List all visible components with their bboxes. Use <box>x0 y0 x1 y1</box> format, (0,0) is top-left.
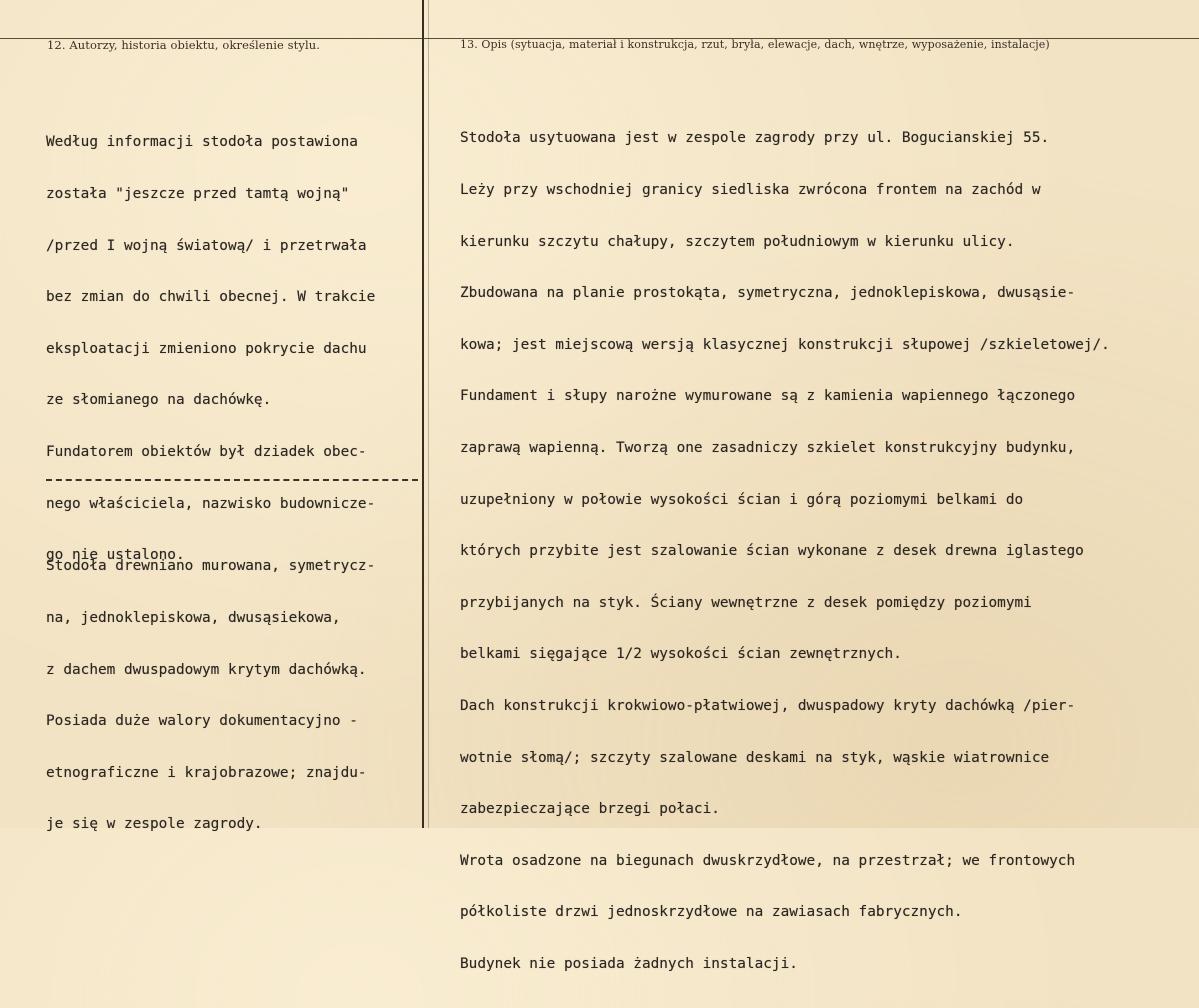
section-13-line: których przybite jest szalowanie ścian wykonane z desek drewna iglastego <box>460 543 1084 560</box>
summary-line: Stodoła drewniano murowana, symetrycz- <box>46 558 376 575</box>
section-13-line: Leży przy wschodniej granicy siedliska zwrócona frontem na zachód w <box>460 182 1041 198</box>
summary-line: je się w zespole zagrody. <box>46 816 263 833</box>
section-12-line: została "jeszcze przed tamtą wojną" <box>46 186 350 202</box>
section-13-line: półkoliste drzwi jednoskrzydłowe na zawiasach fabrycznych. <box>460 904 963 921</box>
summary-line: na, jednoklepiskowa, dwusąsiekowa, <box>46 610 341 626</box>
column-divider-secondary <box>428 0 429 828</box>
section-13-line: Zbudowana na planie prostokąta, symetryczna, jednoklepiskowa, dwusąsie- <box>460 285 1076 302</box>
section-13-line: Wrota osadzone na biegunach dwuskrzydłowe, na przestrzał; we frontowych <box>460 852 1076 869</box>
summary-line: etnograficzne i krajobrazowe; znajdu- <box>46 764 367 781</box>
section-12-line: Według informacji stodoła postawiona <box>46 134 358 151</box>
column-divider <box>422 0 424 828</box>
summary-text <box>46 524 375 868</box>
section-13-line: belkami sięgające 1/2 wysokości ścian zewnętrznych. <box>460 646 902 663</box>
section-13-line: kierunku szczytu chałupy, szczytem południowym w kierunku ulicy. <box>460 233 1015 250</box>
section-13-line: Budynek nie posiada żadnych instalacji. <box>460 955 798 972</box>
section-12-line: eksploatacji zmieniono pokrycie dachu <box>46 340 367 357</box>
section-12-header: 12. Autorzy, historia obiektu, określenie stylu. <box>47 38 321 52</box>
section-13-line: kowa; jest miejscową wersją klasycznej konstrukcji słupowej /szkieletowej/. <box>460 336 1110 353</box>
section-12-line: bez zmian do chwili obecnej. W trakcie <box>46 289 376 306</box>
section-13-line: Dach konstrukcji krokwiowo-płatwiowej, dwuspadowy kryty dachówką /pier- <box>460 697 1076 714</box>
section-12-line: go nie ustalono. <box>46 547 185 564</box>
section-12-line: ze słomianego na dachówkę. <box>46 392 272 409</box>
section-13-line: zabezpieczające brzegi połaci. <box>460 801 720 818</box>
section-13-line: zaprawą wapienną. Tworzą one zasadniczy szkielet konstrukcyjny budynku, <box>460 439 1076 456</box>
section-13-line: wotnie słomą/; szczyty szalowane deskami na styk, wąskie wiatrownice <box>460 749 1050 766</box>
section-13-line: Fundament i słupy narożne wymurowane są z kamienia wapiennego łączonego <box>460 388 1076 405</box>
section-13-header: 13. Opis (sytuacja, materiał i konstrukcja, rzut, bryła, elewacje, dach, wnętrze, wyposażenie, instalacje) <box>460 38 1050 51</box>
section-12-line: nego właściciela, nazwisko budownicze- <box>46 495 376 512</box>
section-13-line: przybijanych na styk. Ściany wewnętrzne z desek pomiędzy poziomymi <box>460 594 1032 611</box>
section-13-text <box>460 96 1110 1008</box>
summary-line: z dachem dwuspadowym krytym dachówką. <box>46 661 367 678</box>
summary-line: Posiada duże walory dokumentacyjno - <box>46 713 358 730</box>
section-13-line: uzupełniony w połowie wysokości ścian i górą poziomymi belkami do <box>460 491 1024 508</box>
section-13-line: Stodoła usytuowana jest w zespole zagrody przy ul. Bogucianskiej 55. <box>460 130 1050 147</box>
section-12-line: /przed I wojną światową/ i przetrwała <box>46 237 367 254</box>
dashed-separator <box>46 479 418 481</box>
section-12-line: Fundatorem obiektów był dziadek obec- <box>46 443 367 460</box>
